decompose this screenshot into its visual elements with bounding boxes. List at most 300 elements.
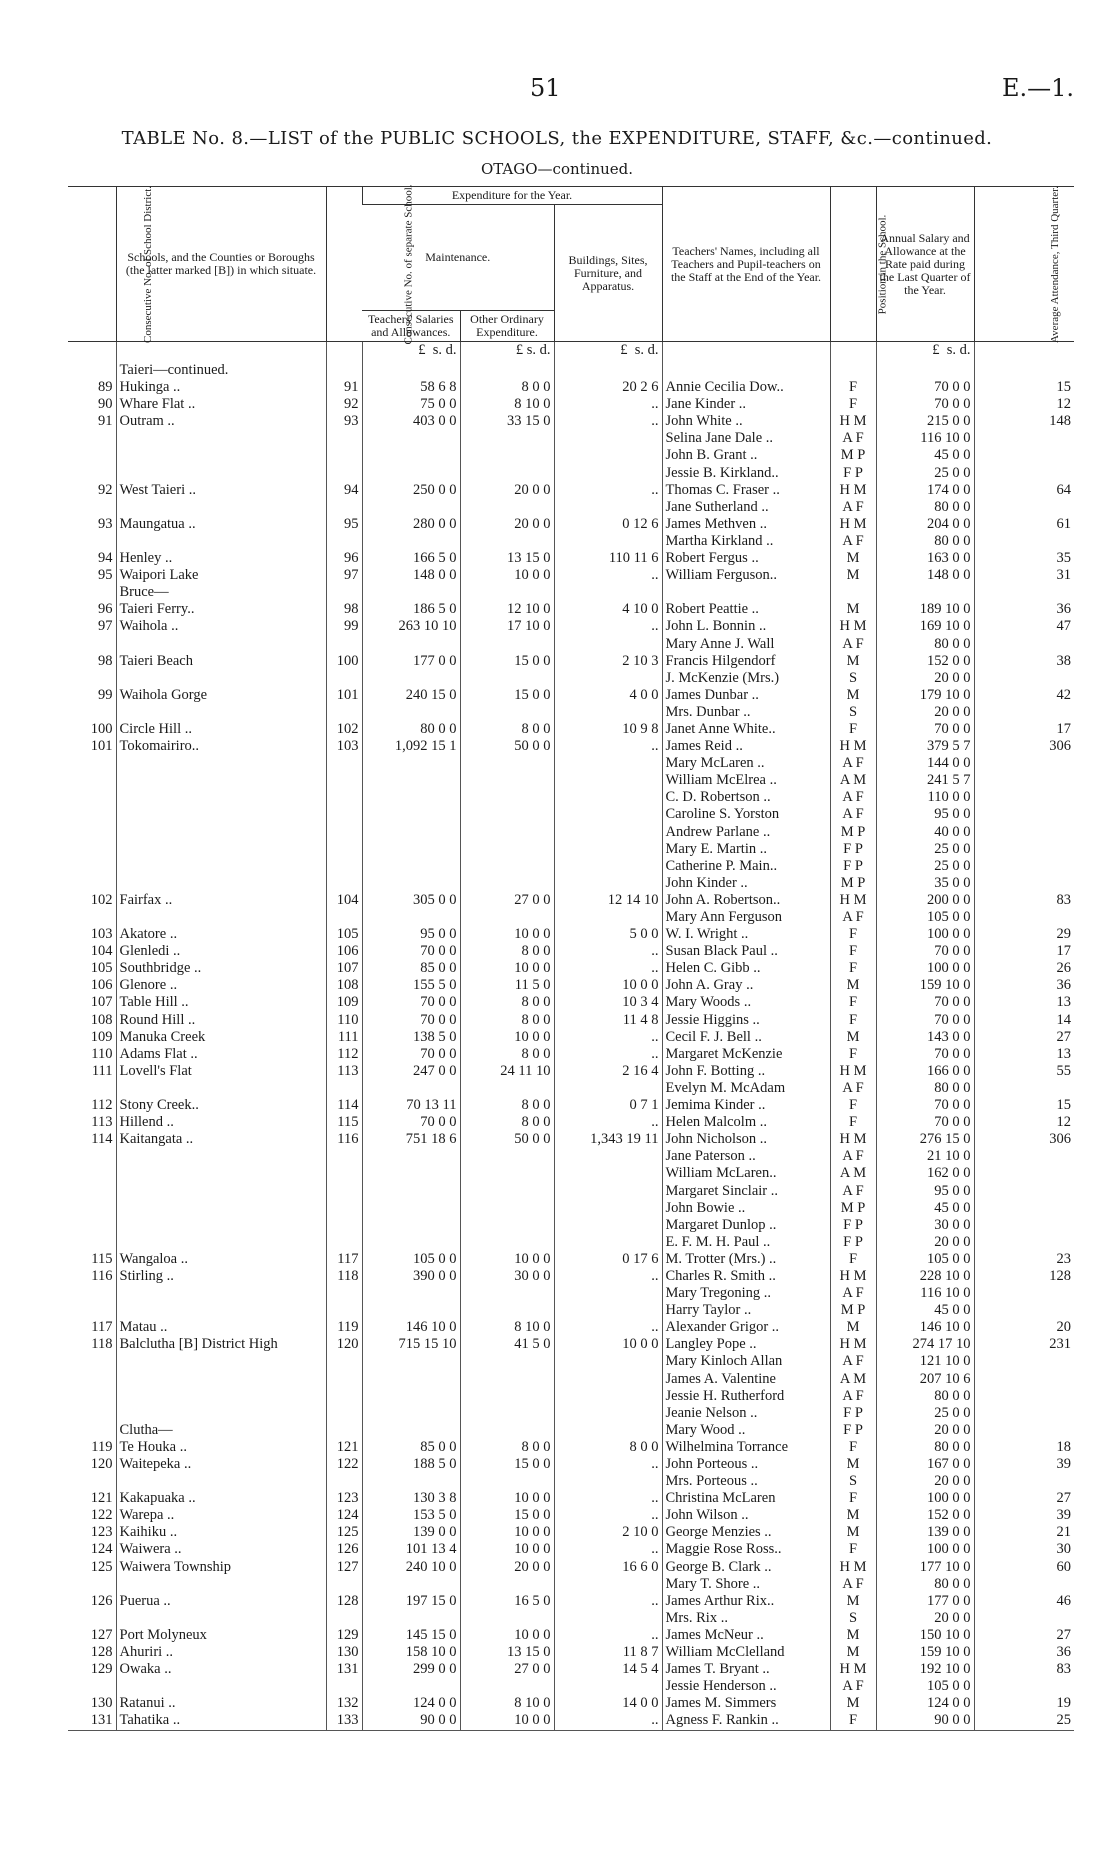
cell-teacher-name: John A. Robertson..: [662, 892, 830, 909]
cell-buildings: [554, 1576, 662, 1593]
cell-district-no: 89: [98, 379, 113, 396]
cell-salaries: 186 5 0: [362, 601, 460, 618]
table-row: [68, 1046, 1074, 1063]
cell-other-expenditure: [460, 1302, 554, 1319]
cell-other-expenditure: [460, 909, 554, 926]
cell-school-no: 103: [326, 738, 362, 755]
table-row: [68, 413, 1074, 430]
cell-district-no: [68, 533, 116, 550]
cell-other-expenditure: 10 0 0: [460, 567, 554, 584]
cell-salaries: [362, 447, 460, 464]
cell-school-name: Stony Creek..: [116, 1097, 326, 1114]
table-row: [68, 1576, 1074, 1593]
cell-school-name: Balclutha [B] District High: [116, 1336, 326, 1353]
cell-district-no: 93: [98, 515, 113, 532]
cell-district-no: [68, 670, 116, 687]
cell-annual-salary: 25 0 0: [876, 841, 974, 858]
cell-buildings: [554, 670, 662, 687]
cell-salaries: 105 0 0: [362, 1251, 460, 1268]
table-row: [68, 1388, 1074, 1405]
cell-buildings: 10 0 0: [554, 977, 662, 994]
cell-buildings: ..: [554, 960, 662, 977]
cell-teacher-name: Christina McLaren: [662, 1490, 830, 1507]
cell-buildings: [554, 1302, 662, 1319]
cell-school-no: [326, 1165, 362, 1182]
cell-district-no: [68, 447, 116, 464]
cell-school-name: Whare Flat ..: [116, 396, 326, 413]
cell-buildings: [554, 1165, 662, 1182]
cell-school-no: [326, 875, 362, 892]
cell-teacher-name: Francis Hilgendorf: [662, 653, 830, 670]
cell-other-expenditure: 8 10 0: [460, 396, 554, 413]
cell-annual-salary: 35 0 0: [876, 875, 974, 892]
cell-school-no: 127: [326, 1559, 362, 1576]
cell-other-expenditure: [460, 841, 554, 858]
cell-other-expenditure: [460, 789, 554, 806]
cell-position: F: [830, 1541, 876, 1558]
cell-other-expenditure: [460, 362, 554, 379]
cell-attendance: [974, 824, 1074, 841]
table-row: [68, 1097, 1074, 1114]
cell-teacher-name: James T. Bryant ..: [662, 1661, 830, 1678]
cell-teacher-name: Jane Sutherland ..: [662, 499, 830, 516]
cell-buildings: 14 5 4: [554, 1661, 662, 1678]
cell-annual-salary: 192 10 0: [876, 1661, 974, 1678]
table-row: [68, 1131, 1074, 1148]
cell-annual-salary: 379 5 7: [876, 738, 974, 755]
table-row: [68, 1541, 1074, 1558]
cell-school-no: 117: [326, 1251, 362, 1268]
table-row: [68, 550, 1074, 567]
cell-salaries: [362, 670, 460, 687]
table-row: [68, 584, 1074, 601]
cell-school-name: Kaitangata ..: [116, 1131, 326, 1148]
cell-teacher-name: W. I. Wright ..: [662, 926, 830, 943]
cell-school-name: Taieri Beach: [116, 653, 326, 670]
cell-buildings: [554, 1353, 662, 1370]
cell-district-no: 125: [90, 1558, 113, 1575]
cell-salaries: 75 0 0: [362, 396, 460, 413]
cell-buildings: [554, 909, 662, 926]
cell-position: F P: [830, 465, 876, 482]
cell-school-name: [116, 430, 326, 447]
cell-district-no: 115: [91, 1250, 113, 1267]
table-row: [68, 1114, 1074, 1131]
cell-teacher-name: Maggie Rose Ross..: [662, 1541, 830, 1558]
cell-district-no: [68, 1200, 116, 1217]
cell-salaries: 158 10 0: [362, 1644, 460, 1661]
cell-buildings: ..: [554, 1541, 662, 1558]
cell-buildings: ..: [554, 1456, 662, 1473]
cell-buildings: [554, 1371, 662, 1388]
cell-buildings: 4 0 0: [554, 687, 662, 704]
cell-other-expenditure: 50 0 0: [460, 1131, 554, 1148]
cell-district-no: [68, 1234, 116, 1251]
cell-other-expenditure: 8 0 0: [460, 1097, 554, 1114]
cell-position: M P: [830, 1302, 876, 1319]
table-row: [68, 1678, 1074, 1695]
cell-school-name: Puerua ..: [116, 1593, 326, 1610]
header-teachers-salaries: Teachers' Salaries and Allowances.: [362, 311, 460, 342]
cell-teacher-name: Mary E. Martin ..: [662, 841, 830, 858]
cell-school-no: 113: [326, 1063, 362, 1080]
cell-attendance: [974, 430, 1074, 447]
cell-position: A F: [830, 1285, 876, 1302]
cell-salaries: 145 15 0: [362, 1627, 460, 1644]
table-row: [68, 1473, 1074, 1490]
cell-salaries: [362, 1234, 460, 1251]
cell-attendance: 31: [974, 567, 1074, 584]
table-row: [68, 824, 1074, 841]
cell-salaries: 751 18 6: [362, 1131, 460, 1148]
cell-position: A F: [830, 1183, 876, 1200]
table-row: [68, 806, 1074, 823]
cell-attendance: 12: [974, 396, 1074, 413]
cell-attendance: 27: [974, 1029, 1074, 1046]
cell-salaries: 70 0 0: [362, 1046, 460, 1063]
cell-position: A F: [830, 789, 876, 806]
cell-attendance: 231: [974, 1336, 1074, 1353]
table-row: [68, 618, 1074, 635]
cell-school-name: [116, 841, 326, 858]
cell-buildings: 20 2 6: [554, 379, 662, 396]
table-row: [68, 1251, 1074, 1268]
cell-teacher-name: Jemima Kinder ..: [662, 1097, 830, 1114]
table-row: [68, 994, 1074, 1011]
cell-attendance: [974, 447, 1074, 464]
cell-salaries: [362, 499, 460, 516]
cell-salaries: 263 10 10: [362, 618, 460, 635]
cell-salaries: 148 0 0: [362, 567, 460, 584]
table-row: [68, 636, 1074, 653]
cell-salaries: [362, 1388, 460, 1405]
cell-attendance: 12: [974, 1114, 1074, 1131]
cell-school-name: Round Hill ..: [116, 1012, 326, 1029]
cell-school-name: [116, 1165, 326, 1182]
cell-other-expenditure: 10 0 0: [460, 1627, 554, 1644]
cell-school-name: [116, 1183, 326, 1200]
table-title: TABLE No. 8.—LIST of the PUBLIC SCHOOLS, the EXPENDITURE, STAFF, &c.—continued.: [121, 128, 993, 149]
table-row: [68, 687, 1074, 704]
cell-other-expenditure: [460, 499, 554, 516]
cell-school-name: [116, 1302, 326, 1319]
cell-school-name: Waipori Lake: [116, 567, 326, 584]
table-row: [68, 1319, 1074, 1336]
cell-position: H M: [830, 1063, 876, 1080]
cell-teacher-name: Mrs. Rix ..: [662, 1610, 830, 1627]
cell-other-expenditure: 13 15 0: [460, 1644, 554, 1661]
cell-district-no: 100: [90, 720, 113, 737]
cell-school-no: [326, 499, 362, 516]
cell-position: M: [830, 1507, 876, 1524]
table-row: [68, 1559, 1074, 1576]
cell-teacher-name: John Kinder ..: [662, 875, 830, 892]
cell-salaries: 70 0 0: [362, 943, 460, 960]
cell-attendance: [974, 755, 1074, 772]
cell-other-expenditure: 24 11 10: [460, 1063, 554, 1080]
cell-teacher-name: Helen C. Gibb ..: [662, 960, 830, 977]
cell-buildings: ..: [554, 1490, 662, 1507]
page-number: 51: [530, 74, 561, 102]
cell-other-expenditure: [460, 1183, 554, 1200]
table-row: [68, 755, 1074, 772]
cell-salaries: 95 0 0: [362, 926, 460, 943]
cell-buildings: [554, 1183, 662, 1200]
cell-buildings: 10 9 8: [554, 721, 662, 738]
cell-buildings: [554, 430, 662, 447]
cell-buildings: ..: [554, 1319, 662, 1336]
cell-school-name: Taieri Ferry..: [116, 601, 326, 618]
cell-position: F: [830, 1490, 876, 1507]
header-expenditure: Expenditure for the Year.: [362, 187, 662, 205]
cell-teacher-name: Susan Black Paul ..: [662, 943, 830, 960]
cell-teacher-name: James M. Simmers: [662, 1695, 830, 1712]
cell-annual-salary: 45 0 0: [876, 1200, 974, 1217]
cell-school-no: [326, 824, 362, 841]
cell-school-no: 92: [326, 396, 362, 413]
cell-salaries: [362, 465, 460, 482]
cell-school-name: [116, 1388, 326, 1405]
cell-district-no: 122: [90, 1507, 113, 1524]
cell-position: S: [830, 670, 876, 687]
table-row: [68, 841, 1074, 858]
cell-district-no: [68, 1473, 116, 1490]
cell-teacher-name: Jessie H. Rutherford: [662, 1388, 830, 1405]
cell-annual-salary: 95 0 0: [876, 1183, 974, 1200]
cell-district-no: [68, 1285, 116, 1302]
cell-salaries: 146 10 0: [362, 1319, 460, 1336]
cell-attendance: 306: [974, 1131, 1074, 1148]
cell-school-no: [326, 909, 362, 926]
cell-position: M: [830, 1029, 876, 1046]
cell-annual-salary: 148 0 0: [876, 567, 974, 584]
cell-district-no: [68, 1576, 116, 1593]
table-row: [68, 1183, 1074, 1200]
cell-salaries: [362, 362, 460, 379]
cell-district-no: 95: [98, 567, 113, 584]
cell-annual-salary: 70 0 0: [876, 1012, 974, 1029]
cell-teacher-name: George B. Clark ..: [662, 1559, 830, 1576]
cell-teacher-name: Jessie Henderson ..: [662, 1678, 830, 1695]
cell-salaries: 70 0 0: [362, 1012, 460, 1029]
cell-district-no: 91: [98, 413, 113, 430]
cell-annual-salary: [876, 584, 974, 601]
cell-other-expenditure: [460, 858, 554, 875]
table-row: [68, 926, 1074, 943]
cell-district-no: [68, 824, 116, 841]
cell-attendance: [974, 1285, 1074, 1302]
cell-other-expenditure: [460, 806, 554, 823]
cell-teacher-name: Mary Tregoning ..: [662, 1285, 830, 1302]
cell-other-expenditure: 10 0 0: [460, 926, 554, 943]
cell-teacher-name: Evelyn M. McAdam: [662, 1080, 830, 1097]
cell-salaries: [362, 841, 460, 858]
cell-annual-salary: 105 0 0: [876, 1678, 974, 1695]
cell-school-no: 93: [326, 413, 362, 430]
cell-teacher-name: Cecil F. J. Bell ..: [662, 1029, 830, 1046]
cell-other-expenditure: 8 0 0: [460, 994, 554, 1011]
cell-district-no: 127: [90, 1626, 113, 1643]
cell-teacher-name: James Reid ..: [662, 738, 830, 755]
cell-position: F: [830, 1439, 876, 1456]
cell-buildings: [554, 1217, 662, 1234]
table-row: [68, 1234, 1074, 1251]
cell-position: H M: [830, 1131, 876, 1148]
cell-annual-salary: 20 0 0: [876, 704, 974, 721]
cell-salaries: 715 15 10: [362, 1336, 460, 1353]
cell-position: A F: [830, 499, 876, 516]
cell-school-name: [116, 909, 326, 926]
table-row: [68, 909, 1074, 926]
cell-teacher-name: Caroline S. Yorston: [662, 806, 830, 823]
cell-buildings: [554, 636, 662, 653]
cell-school-no: 96: [326, 550, 362, 567]
table-row: [68, 1593, 1074, 1610]
cell-teacher-name: William McElrea ..: [662, 772, 830, 789]
cell-annual-salary: 100 0 0: [876, 1490, 974, 1507]
table-row: [68, 670, 1074, 687]
cell-buildings: [554, 704, 662, 721]
cell-position: H M: [830, 413, 876, 430]
cell-position: M: [830, 1319, 876, 1336]
cell-other-expenditure: 10 0 0: [460, 1029, 554, 1046]
cell-other-expenditure: [460, 584, 554, 601]
cell-district-no: [68, 755, 116, 772]
cell-other-expenditure: [460, 1610, 554, 1627]
cell-position: H M: [830, 482, 876, 499]
cell-district-no: 130: [90, 1695, 113, 1712]
cell-school-no: [326, 772, 362, 789]
cell-school-name: Clutha—: [116, 1422, 326, 1439]
cell-teacher-name: John White ..: [662, 413, 830, 430]
cell-school-name: [116, 875, 326, 892]
cell-teacher-name: Mary Ann Ferguson: [662, 909, 830, 926]
cell-buildings: 2 16 4: [554, 1063, 662, 1080]
cell-buildings: ..: [554, 567, 662, 584]
cell-teacher-name: [662, 584, 830, 601]
cell-annual-salary: 204 0 0: [876, 516, 974, 533]
cell-district-no: [68, 1388, 116, 1405]
cell-position: H M: [830, 1336, 876, 1353]
header-teachers: Teachers' Names, including all Teachers and Pupil-teachers on the Staff at the End of the Year.: [662, 187, 830, 342]
cell-district-no: [68, 772, 116, 789]
cell-other-expenditure: 16 5 0: [460, 1593, 554, 1610]
cell-annual-salary: 105 0 0: [876, 1251, 974, 1268]
cell-buildings: [554, 499, 662, 516]
cell-school-name: [116, 1473, 326, 1490]
cell-other-expenditure: 15 0 0: [460, 653, 554, 670]
cell-salaries: [362, 1473, 460, 1490]
cell-attendance: [974, 909, 1074, 926]
cell-position: M: [830, 550, 876, 567]
table-row: [68, 943, 1074, 960]
cell-district-no: 109: [90, 1028, 113, 1045]
cell-other-expenditure: [460, 533, 554, 550]
cell-position: F: [830, 1097, 876, 1114]
table-row: [68, 1285, 1074, 1302]
cell-salaries: [362, 704, 460, 721]
cell-school-no: [326, 1473, 362, 1490]
cell-school-name: Glenore ..: [116, 977, 326, 994]
cell-attendance: [974, 636, 1074, 653]
cell-other-expenditure: 8 10 0: [460, 1319, 554, 1336]
cell-position: [830, 584, 876, 601]
cell-teacher-name: William McClelland: [662, 1644, 830, 1661]
cell-position: F: [830, 1046, 876, 1063]
cell-position: M: [830, 601, 876, 618]
cell-school-name: [116, 1148, 326, 1165]
cell-buildings: [554, 584, 662, 601]
cell-school-no: 112: [326, 1046, 362, 1063]
table-row: [68, 960, 1074, 977]
cell-position: S: [830, 704, 876, 721]
units-buildings: £ s. d.: [554, 342, 662, 363]
cell-district-no: 128: [90, 1644, 113, 1661]
cell-position: M: [830, 1627, 876, 1644]
cell-salaries: [362, 806, 460, 823]
header-other-expenditure: Other Ordinary Expenditure.: [460, 311, 554, 342]
cell-district-no: 119: [91, 1438, 113, 1455]
cell-teacher-name: Jane Kinder ..: [662, 396, 830, 413]
cell-other-expenditure: 15 0 0: [460, 1507, 554, 1524]
table-row: [68, 1422, 1074, 1439]
cell-salaries: [362, 1165, 460, 1182]
cell-other-expenditure: 8 0 0: [460, 943, 554, 960]
cell-position: H M: [830, 516, 876, 533]
table-row: [68, 875, 1074, 892]
cell-salaries: 70 0 0: [362, 994, 460, 1011]
cell-annual-salary: 70 0 0: [876, 396, 974, 413]
cell-buildings: 2 10 3: [554, 653, 662, 670]
cell-annual-salary: 177 0 0: [876, 1593, 974, 1610]
cell-attendance: [974, 1610, 1074, 1627]
cell-position: F P: [830, 1422, 876, 1439]
cell-salaries: [362, 1353, 460, 1370]
cell-annual-salary: 80 0 0: [876, 1080, 974, 1097]
cell-salaries: 280 0 0: [362, 516, 460, 533]
cell-attendance: 46: [974, 1593, 1074, 1610]
header-schools: Schools, and the Counties or Boroughs (the latter marked [B]) in which situate.: [116, 187, 326, 342]
cell-annual-salary: 25 0 0: [876, 465, 974, 482]
cell-salaries: [362, 789, 460, 806]
cell-attendance: 42: [974, 687, 1074, 704]
cell-district-no: 96: [98, 601, 113, 618]
cell-salaries: 70 0 0: [362, 1114, 460, 1131]
cell-buildings: [554, 841, 662, 858]
cell-school-name: Maungatua ..: [116, 516, 326, 533]
cell-school-name: [116, 1217, 326, 1234]
cell-school-no: 129: [326, 1627, 362, 1644]
cell-other-expenditure: 20 0 0: [460, 1559, 554, 1576]
cell-other-expenditure: [460, 1388, 554, 1405]
cell-buildings: 16 6 0: [554, 1559, 662, 1576]
cell-school-no: 105: [326, 926, 362, 943]
cell-school-no: [326, 1183, 362, 1200]
cell-position: A M: [830, 1165, 876, 1182]
cell-salaries: 188 5 0: [362, 1456, 460, 1473]
cell-district-no: [68, 1353, 116, 1370]
cell-school-name: [116, 1576, 326, 1593]
cell-school-no: 132: [326, 1695, 362, 1712]
cell-salaries: 80 0 0: [362, 721, 460, 738]
cell-school-name: [116, 858, 326, 875]
cell-attendance: 18: [974, 1439, 1074, 1456]
cell-attendance: [974, 1371, 1074, 1388]
cell-school-name: Table Hill ..: [116, 994, 326, 1011]
cell-school-name: Manuka Creek: [116, 1029, 326, 1046]
cell-attendance: 36: [974, 977, 1074, 994]
cell-teacher-name: John B. Grant ..: [662, 447, 830, 464]
